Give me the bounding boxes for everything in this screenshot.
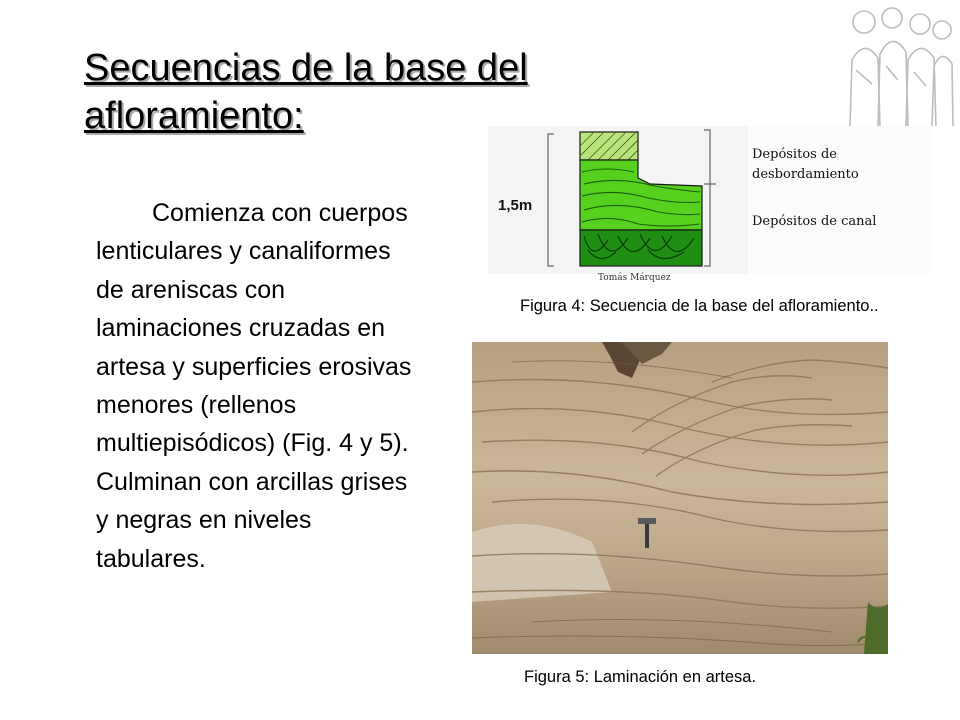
people-group-logo [842,0,954,126]
legend-channel-deposits: Depósitos de canal [752,214,877,229]
body-text: Comienza con cuerpos lenticulares y canaliformes de areniscas con laminaciones cruzadas en artesa y superficies erosivas menores (rellenos multiepisódicos) (Fig. 4 y 5). Culminan con arcillas grises y negras en niveles tabulares. [96,199,412,573]
legend-overbank-deposits: Depósitos de desbordamiento [752,147,859,182]
scale-label: 1,5m [498,197,533,214]
figure-4-stratigraphic-column [488,126,932,283]
figure-4-caption: Figura 4: Secuencia de la base del afloramiento.. [520,297,879,315]
figure-credit: Tomás Márquez [598,273,671,283]
figure-5-caption: Figura 5: Laminación en artesa. [524,668,757,686]
stratigraphic-column-diagram [488,126,748,274]
trough-lamination-outcrop-photo [472,342,888,654]
slide-title: Secuencias de la base del afloramiento: [84,47,528,137]
